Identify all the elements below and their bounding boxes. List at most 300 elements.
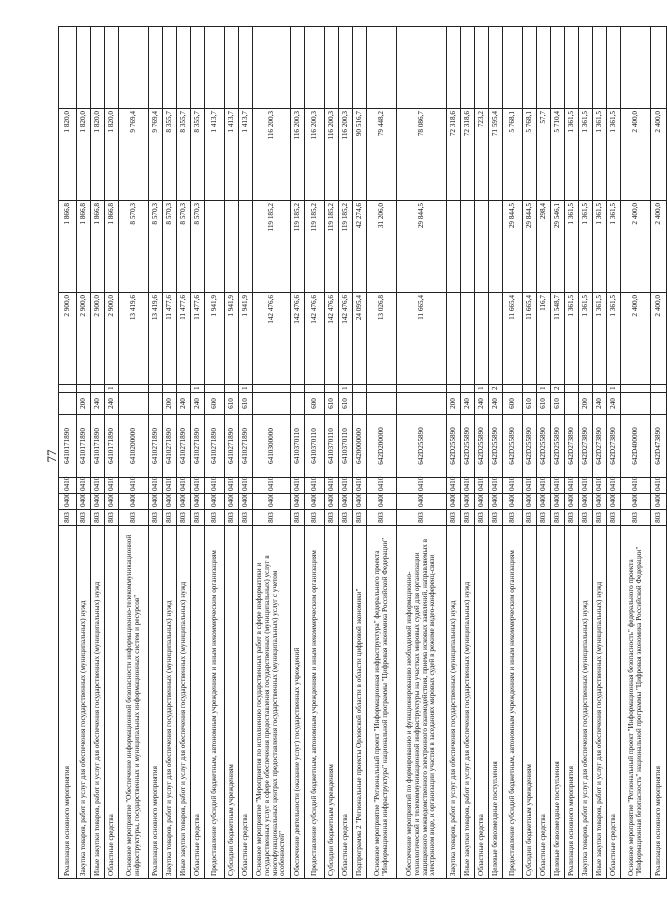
amount-2021-cell: 72 318,6 (461, 109, 475, 201)
ministry-code-cell: 803 (149, 510, 163, 526)
amount-2019-cell: 24 095,4 (353, 293, 367, 385)
empty-cell (191, 27, 205, 109)
subsection-cell: 0410 (651, 478, 667, 494)
table-row (191, 27, 205, 879)
target-article-cell: 642D273890 (593, 415, 607, 478)
amount-2020-cell: 8 570,3 (163, 201, 177, 293)
expense-type-cell: 610 (239, 393, 253, 415)
target-article-cell: 642D273890 (565, 415, 579, 478)
section-cell: 0400 (91, 494, 105, 510)
funding-source-cell (325, 385, 339, 393)
ministry-code-cell: 803 (551, 510, 565, 526)
amount-2020-cell: 1 361,5 (579, 201, 593, 293)
description-cell: Иные закупки товаров, работ и услуг для обеспечения государственных (муниципальных) нужд (91, 526, 105, 879)
expense-type-cell (621, 393, 651, 415)
amount-2019-cell: 11 665,4 (503, 293, 523, 385)
target-article-cell: 642D255890 (475, 415, 489, 478)
amount-2021-cell: 1 361,5 (607, 109, 621, 201)
table-row (225, 27, 239, 879)
subsection-cell: 0410 (339, 478, 353, 494)
expense-type-cell: 240 (593, 393, 607, 415)
section-cell: 0400 (489, 494, 503, 510)
section-cell: 0400 (339, 494, 353, 510)
funding-source-cell (119, 385, 149, 393)
table-row (621, 27, 651, 879)
ministry-code-cell: 803 (91, 510, 105, 526)
description-cell: Закупка товаров, работ и услуг для обеспечения государственных (муниципальных) нужд (447, 526, 461, 879)
expense-type-cell (651, 393, 667, 415)
amount-2021-cell: 8 355,7 (163, 109, 177, 201)
subsection-cell: 0410 (325, 478, 339, 494)
subsection-cell: 0410 (607, 478, 621, 494)
subsection-cell: 0410 (77, 478, 91, 494)
ministry-code-cell: 803 (177, 510, 191, 526)
table-row (77, 27, 91, 879)
amount-2021-cell: 9 769,4 (119, 109, 149, 201)
amount-2019-cell: 2 900,0 (91, 293, 105, 385)
amount-2021-cell: 71 595,4 (489, 109, 503, 201)
empty-cell (475, 27, 489, 109)
amount-2019-cell: 2 900,0 (59, 293, 77, 385)
amount-2019-cell: 11 665,4 (523, 293, 537, 385)
budget-table (58, 26, 667, 879)
subsection-cell: 0410 (367, 478, 397, 494)
funding-source-cell (291, 385, 305, 393)
description-cell: Обеспечение деятельности (оказание услуг) государственных учреждений (291, 526, 305, 879)
target-article-cell: 642D273890 (579, 415, 593, 478)
subsection-cell: 0410 (621, 478, 651, 494)
section-cell: 0400 (253, 494, 291, 510)
amount-2019-cell (461, 293, 475, 385)
amount-2021-cell: 8 355,7 (191, 109, 205, 201)
expense-type-cell: 240 (489, 393, 503, 415)
target-article-cell: 6410271890 (205, 415, 225, 478)
funding-source-cell (621, 385, 651, 393)
expense-type-cell (565, 393, 579, 415)
table-row (579, 27, 593, 879)
amount-2020-cell: 31 206,0 (367, 201, 397, 293)
amount-2020-cell: 2 400,0 (651, 201, 667, 293)
ministry-code-cell: 803 (325, 510, 339, 526)
target-article-cell: 642D200000 (367, 415, 397, 478)
table-row (105, 27, 119, 879)
table-row (461, 27, 475, 879)
ministry-code-cell: 803 (461, 510, 475, 526)
amount-2019-cell: 11 477,6 (163, 293, 177, 385)
target-article-cell: 6410171890 (59, 415, 77, 478)
empty-cell (503, 27, 523, 109)
ministry-code-cell: 803 (537, 510, 551, 526)
target-article-cell: 6410171890 (77, 415, 91, 478)
funding-source-cell (397, 385, 447, 393)
budget-table-rotated (58, 27, 662, 879)
section-cell: 0400 (607, 494, 621, 510)
empty-cell (149, 27, 163, 109)
subsection-cell: 0410 (91, 478, 105, 494)
section-cell: 0400 (523, 494, 537, 510)
empty-cell (447, 27, 461, 109)
empty-cell (651, 27, 667, 109)
subsection-cell: 0410 (475, 478, 489, 494)
table-row (163, 27, 177, 879)
funding-source-cell (59, 385, 77, 393)
target-article-cell: 642D255890 (523, 415, 537, 478)
amount-2019-cell: 142 476,6 (325, 293, 339, 385)
description-cell: Предоставление субсидий бюджетным, автономным учреждениям и иным некоммерческим организациям (205, 526, 225, 879)
amount-2021-cell: 8 355,7 (177, 109, 191, 201)
ministry-code-cell: 803 (205, 510, 225, 526)
subsection-cell: 0410 (447, 478, 461, 494)
empty-cell (105, 27, 119, 109)
description-cell: Иные закупки товаров, работ и услуг для обеспечения государственных (муниципальных) нужд (593, 526, 607, 879)
amount-2021-cell: 1 361,5 (593, 109, 607, 201)
ministry-code-cell: 803 (59, 510, 77, 526)
section-cell: 0400 (239, 494, 253, 510)
expense-type-cell (397, 393, 447, 415)
target-article-cell: 6410171890 (91, 415, 105, 478)
expense-type-cell: 240 (105, 393, 119, 415)
expense-type-cell: 610 (537, 393, 551, 415)
expense-type-cell: 240 (191, 393, 205, 415)
description-cell: Иные закупки товаров, работ и услуг для обеспечения государственных (муниципальных) нужд (461, 526, 475, 879)
description-cell: Основное мероприятие "Региональный проект "Информационная инфраструктура" федерального проекта "Информационная инфраструктура" национальной программы "Цифровая экономика Российской Федерации" (367, 526, 397, 879)
funding-source-cell: 1 (105, 385, 119, 393)
ministry-code-cell: 803 (447, 510, 461, 526)
amount-2019-cell: 1 941,9 (205, 293, 225, 385)
section-cell: 0400 (651, 494, 667, 510)
amount-2019-cell: 11 477,6 (191, 293, 205, 385)
target-article-cell: 6410370110 (291, 415, 305, 478)
expense-type-cell: 610 (225, 393, 239, 415)
ministry-code-cell: 803 (339, 510, 353, 526)
subsection-cell: 0410 (239, 478, 253, 494)
amount-2019-cell (447, 293, 461, 385)
expense-type-cell (253, 393, 291, 415)
table-row (651, 27, 667, 879)
amount-2021-cell: 723,2 (475, 109, 489, 201)
table-row (339, 27, 353, 879)
funding-source-cell: 1 (339, 385, 353, 393)
amount-2020-cell: 119 185,2 (253, 201, 291, 293)
ministry-code-cell: 803 (239, 510, 253, 526)
amount-2021-cell: 116 200,3 (339, 109, 353, 201)
empty-cell (523, 27, 537, 109)
subsection-cell: 0410 (537, 478, 551, 494)
funding-source-cell (503, 385, 523, 393)
target-article-cell: 6410300000 (253, 415, 291, 478)
ministry-code-cell: 803 (523, 510, 537, 526)
amount-2020-cell (225, 201, 239, 293)
amount-2020-cell (475, 201, 489, 293)
target-article-cell: 642D400000 (621, 415, 651, 478)
table-row (353, 27, 367, 879)
subsection-cell: 0410 (149, 478, 163, 494)
target-article-cell: 6410370110 (325, 415, 339, 478)
target-article-cell: 642D255890 (489, 415, 503, 478)
description-cell: Целевые безвозмездные поступления (551, 526, 565, 879)
expense-type-cell (59, 393, 77, 415)
amount-2019-cell: 2 400,0 (621, 293, 651, 385)
ministry-code-cell: 803 (305, 510, 325, 526)
target-article-cell: 642D273890 (607, 415, 621, 478)
target-article-cell: 642D255890 (397, 415, 447, 478)
section-cell: 0400 (367, 494, 397, 510)
table-row (205, 27, 225, 879)
description-cell: Областные средства (191, 526, 205, 879)
ministry-code-cell: 803 (77, 510, 91, 526)
section-cell: 0400 (305, 494, 325, 510)
empty-cell (239, 27, 253, 109)
amount-2021-cell: 57,7 (537, 109, 551, 201)
target-article-cell: 6410271890 (177, 415, 191, 478)
amount-2020-cell: 1 361,5 (593, 201, 607, 293)
amount-2021-cell: 5 768,1 (523, 109, 537, 201)
amount-2021-cell: 9 769,4 (149, 109, 163, 201)
description-cell: Субсидии бюджетным учреждениям (523, 526, 537, 879)
empty-cell (77, 27, 91, 109)
funding-source-cell: 1 (191, 385, 205, 393)
section-cell: 0400 (325, 494, 339, 510)
subsection-cell: 0410 (205, 478, 225, 494)
amount-2021-cell: 5 710,4 (551, 109, 565, 201)
funding-source-cell: 2 (551, 385, 565, 393)
empty-cell (339, 27, 353, 109)
expense-type-cell: 610 (339, 393, 353, 415)
expense-type-cell: 240 (461, 393, 475, 415)
target-article-cell: 6410171890 (105, 415, 119, 478)
table-row (149, 27, 163, 879)
funding-source-cell (91, 385, 105, 393)
section-cell: 0400 (205, 494, 225, 510)
ministry-code-cell: 803 (225, 510, 239, 526)
description-cell: Реализация основного мероприятия (59, 526, 77, 879)
description-cell: Закупка товаров, работ и услуг для обеспечения государственных (муниципальных) нужд (579, 526, 593, 879)
section-cell: 0400 (537, 494, 551, 510)
target-article-cell: 6410370110 (339, 415, 353, 478)
amount-2019-cell: 1 361,5 (607, 293, 621, 385)
description-cell: Реализация основного мероприятия (651, 526, 667, 879)
subsection-cell: 0410 (489, 478, 503, 494)
ministry-code-cell: 803 (353, 510, 367, 526)
table-row (119, 27, 149, 879)
description-cell: Областные средства (475, 526, 489, 879)
funding-source-cell (523, 385, 537, 393)
amount-2020-cell: 1 361,5 (565, 201, 579, 293)
description-cell: Подпрограмма 2 "Региональные проекты Орловской области в области цифровой экономики" (353, 526, 367, 879)
amount-2020-cell: 119 185,2 (339, 201, 353, 293)
description-cell: Закупка товаров, работ и услуг для обеспечения государственных (муниципальных) нужд (77, 526, 91, 879)
empty-cell (225, 27, 239, 109)
ministry-code-cell: 803 (579, 510, 593, 526)
description-cell: Иные закупки товаров, работ и услуг для обеспечения государственных (муниципальных) нужд (177, 526, 191, 879)
amount-2021-cell: 90 516,7 (353, 109, 367, 201)
amount-2020-cell: 2 400,0 (621, 201, 651, 293)
amount-2021-cell: 1 361,5 (565, 109, 579, 201)
expense-type-cell (291, 393, 305, 415)
target-article-cell: 6410271890 (239, 415, 253, 478)
funding-source-cell (565, 385, 579, 393)
amount-2019-cell: 13 419,6 (149, 293, 163, 385)
funding-source-cell (651, 385, 667, 393)
subsection-cell: 0410 (551, 478, 565, 494)
subsection-cell: 0410 (523, 478, 537, 494)
target-article-cell: 6410271890 (225, 415, 239, 478)
section-cell: 0400 (621, 494, 651, 510)
amount-2019-cell (475, 293, 489, 385)
ministry-code-cell: 803 (253, 510, 291, 526)
empty-cell (91, 27, 105, 109)
subsection-cell: 0410 (579, 478, 593, 494)
empty-cell (489, 27, 503, 109)
amount-2020-cell (447, 201, 461, 293)
section-cell: 0400 (353, 494, 367, 510)
expense-type-cell (119, 393, 149, 415)
ministry-code-cell: 803 (367, 510, 397, 526)
amount-2019-cell: 11 477,6 (177, 293, 191, 385)
amount-2020-cell: 119 185,2 (305, 201, 325, 293)
amount-2021-cell: 116 200,3 (325, 109, 339, 201)
table-row (177, 27, 191, 879)
funding-source-cell: 1 (475, 385, 489, 393)
subsection-cell: 0410 (503, 478, 523, 494)
table-row (607, 27, 621, 879)
page-number: 77 (44, 449, 59, 463)
expense-type-cell: 200 (77, 393, 91, 415)
empty-cell (607, 27, 621, 109)
target-article-cell: 642D473890 (651, 415, 667, 478)
funding-source-cell (149, 385, 163, 393)
target-article-cell: 6410200000 (119, 415, 149, 478)
section-cell: 0400 (163, 494, 177, 510)
amount-2019-cell: 2 900,0 (77, 293, 91, 385)
description-cell: Реализация основного мероприятия (149, 526, 163, 879)
section-cell: 0400 (119, 494, 149, 510)
table-row (447, 27, 461, 879)
funding-source-cell (367, 385, 397, 393)
empty-cell (163, 27, 177, 109)
amount-2020-cell: 298,4 (537, 201, 551, 293)
table-row (367, 27, 397, 879)
ministry-code-cell: 803 (291, 510, 305, 526)
section-cell: 0400 (225, 494, 239, 510)
amount-2021-cell: 2 400,0 (621, 109, 651, 201)
amount-2021-cell: 1 820,0 (105, 109, 119, 201)
table-row (59, 27, 77, 879)
amount-2019-cell: 1 941,9 (225, 293, 239, 385)
description-cell: Закупка товаров, работ и услуг для обеспечения государственных (муниципальных) нужд (163, 526, 177, 879)
funding-source-cell: 1 (537, 385, 551, 393)
amount-2021-cell: 78 086,7 (397, 109, 447, 201)
table-row (91, 27, 105, 879)
subsection-cell: 0410 (119, 478, 149, 494)
ministry-code-cell: 803 (119, 510, 149, 526)
ministry-code-cell: 803 (489, 510, 503, 526)
amount-2020-cell: 1 866,8 (91, 201, 105, 293)
amount-2019-cell: 2 900,0 (105, 293, 119, 385)
amount-2020-cell: 1 866,8 (59, 201, 77, 293)
empty-cell (305, 27, 325, 109)
amount-2020-cell: 29 844,5 (523, 201, 537, 293)
subsection-cell: 0410 (565, 478, 579, 494)
funding-source-cell (205, 385, 225, 393)
target-article-cell: 642D255890 (503, 415, 523, 478)
funding-source-cell: 1 (239, 385, 253, 393)
section-cell: 0400 (291, 494, 305, 510)
target-article-cell: 642D255890 (551, 415, 565, 478)
amount-2021-cell: 1 413,7 (225, 109, 239, 201)
ministry-code-cell: 803 (163, 510, 177, 526)
expense-type-cell (353, 393, 367, 415)
section-cell: 0400 (503, 494, 523, 510)
section-cell: 0400 (105, 494, 119, 510)
amount-2020-cell: 42 274,6 (353, 201, 367, 293)
description-cell: Субсидии бюджетным учреждениям (225, 526, 239, 879)
amount-2020-cell: 1 866,8 (77, 201, 91, 293)
empty-cell (537, 27, 551, 109)
target-article-cell: 6420000000 (353, 415, 367, 478)
table-row (565, 27, 579, 879)
amount-2019-cell: 1 361,5 (593, 293, 607, 385)
section-cell: 0400 (397, 494, 447, 510)
table-row (551, 27, 565, 879)
ministry-code-cell: 803 (191, 510, 205, 526)
target-article-cell: 6410271890 (149, 415, 163, 478)
target-article-cell: 6410370110 (305, 415, 325, 478)
empty-cell (367, 27, 397, 109)
expense-type-cell: 240 (475, 393, 489, 415)
section-cell: 0400 (461, 494, 475, 510)
amount-2021-cell: 116 200,3 (305, 109, 325, 201)
amount-2020-cell: 29 844,5 (503, 201, 523, 293)
ministry-code-cell: 803 (607, 510, 621, 526)
expense-type-cell: 200 (163, 393, 177, 415)
expense-type-cell (367, 393, 397, 415)
empty-cell (177, 27, 191, 109)
funding-source-cell (77, 385, 91, 393)
funding-source-cell (447, 385, 461, 393)
amount-2021-cell: 5 768,1 (503, 109, 523, 201)
description-cell: Предоставление субсидий бюджетным, автономным учреждениям и иным некоммерческим организациям (503, 526, 523, 879)
empty-cell (205, 27, 225, 109)
description-cell: Субсидии бюджетным учреждениям (325, 526, 339, 879)
expense-type-cell: 600 (503, 393, 523, 415)
amount-2020-cell (489, 201, 503, 293)
amount-2021-cell: 116 200,3 (253, 109, 291, 201)
amount-2020-cell: 8 570,3 (149, 201, 163, 293)
description-cell: Областные средства (239, 526, 253, 879)
empty-cell (461, 27, 475, 109)
table-row (593, 27, 607, 879)
amount-2020-cell: 1 361,5 (607, 201, 621, 293)
section-cell: 0400 (551, 494, 565, 510)
amount-2020-cell: 8 570,3 (119, 201, 149, 293)
amount-2019-cell: 2 400,0 (651, 293, 667, 385)
description-cell: Реализация основного мероприятия (565, 526, 579, 879)
amount-2021-cell: 1 413,7 (239, 109, 253, 201)
amount-2019-cell: 13 026,8 (367, 293, 397, 385)
expense-type-cell (149, 393, 163, 415)
description-cell: Обеспечение мероприятий по формированию и функционированию необходимой информационно-технологической и телекоммуникационной инфраструктуры на участках мировых судей для организации защищенного межведомственного электронного взаимодействия, приема исковых заявлений, направляемых в электронном виде, и организации участия в заседаниях мировых судей в режиме видео-конференц-связи (397, 526, 447, 879)
ministry-code-cell: 803 (397, 510, 447, 526)
funding-source-cell: 2 (489, 385, 503, 393)
amount-2021-cell: 2 400,0 (651, 109, 667, 201)
target-article-cell: 6410271890 (191, 415, 205, 478)
empty-cell (353, 27, 367, 109)
table-row (503, 27, 523, 879)
funding-source-cell (225, 385, 239, 393)
amount-2020-cell: 8 570,3 (191, 201, 205, 293)
amount-2021-cell: 1 413,7 (205, 109, 225, 201)
